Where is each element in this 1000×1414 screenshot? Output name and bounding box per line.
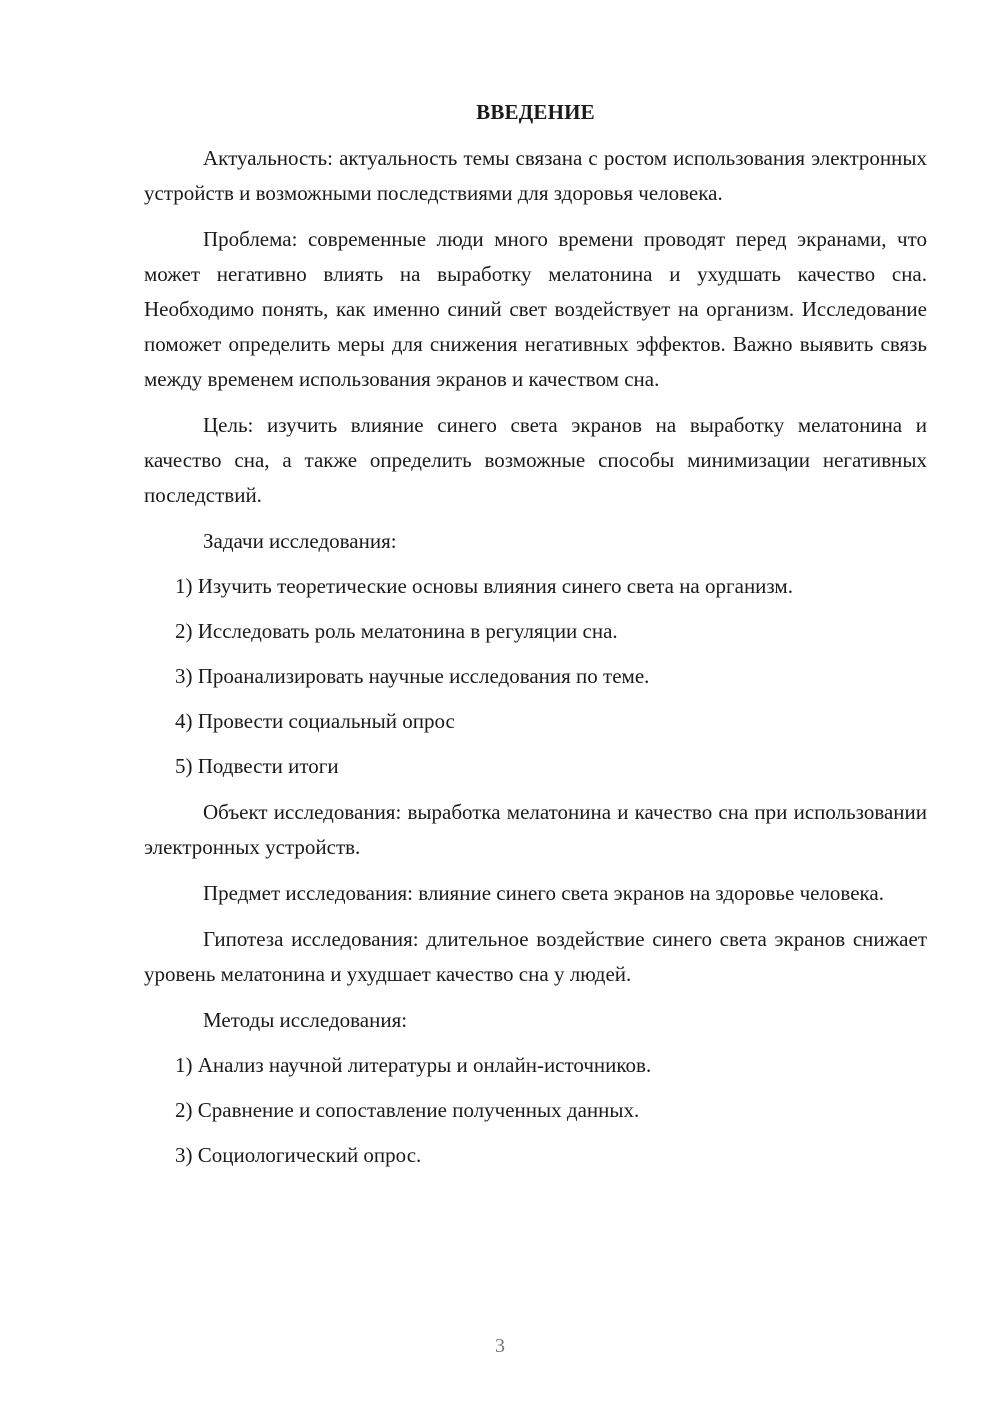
methods-heading: Методы исследования: xyxy=(203,1008,408,1032)
list-item: 2) Исследовать роль мелатонина в регуляции сна. xyxy=(175,619,618,643)
methods-list xyxy=(144,1048,927,1173)
list-item: 3) Проанализировать научные исследования по теме. xyxy=(175,664,650,688)
tasks-list xyxy=(144,569,927,784)
problem-paragraph: Проблема: современные люди много времени проводят перед экранами, что может негативно влиять на выработку мелатонина и ухудшать качество сна. Необходимо понять, как именно синий свет воздействует на организм. Исследование поможет определить меры для снижения негативных эффектов. Важно выявить связь между временем использования экранов и качеством сна. xyxy=(144,227,927,391)
document-page xyxy=(144,97,927,1184)
subject-paragraph: Предмет исследования: влияние синего света экранов на здоровье человека. xyxy=(203,881,885,905)
hypothesis-paragraph: Гипотеза исследования: длительное воздействие синего света экранов снижает уровень мелатонина и ухудшает качество сна у людей. xyxy=(144,927,927,986)
list-item: 3) Социологический опрос. xyxy=(175,1143,422,1167)
relevance-paragraph: Актуальность: актуальность темы связана с ростом использования электронных устройств и возможными последствиями для здоровья человека. xyxy=(144,146,927,205)
list-item: 5) Подвести итоги xyxy=(175,754,339,778)
tasks-heading: Задачи исследования: xyxy=(203,529,397,553)
list-item: 4) Провести социальный опрос xyxy=(175,709,455,733)
list-item: 1) Анализ научной литературы и онлайн-источников. xyxy=(175,1053,652,1077)
page-number: 3 xyxy=(495,1335,505,1357)
list-item: 1) Изучить теоретические основы влияния синего света на организм. xyxy=(175,574,793,598)
list-item: 2) Сравнение и сопоставление полученных данных. xyxy=(175,1098,640,1122)
section-title: ВВЕДЕНИЕ xyxy=(476,100,595,124)
goal-paragraph: Цель: изучить влияние синего света экранов на выработку мелатонина и качество сна, а также определить возможные способы минимизации негативных последствий. xyxy=(144,413,927,507)
object-paragraph: Объект исследования: выработка мелатонина и качество сна при использовании электронных устройств. xyxy=(144,800,927,859)
